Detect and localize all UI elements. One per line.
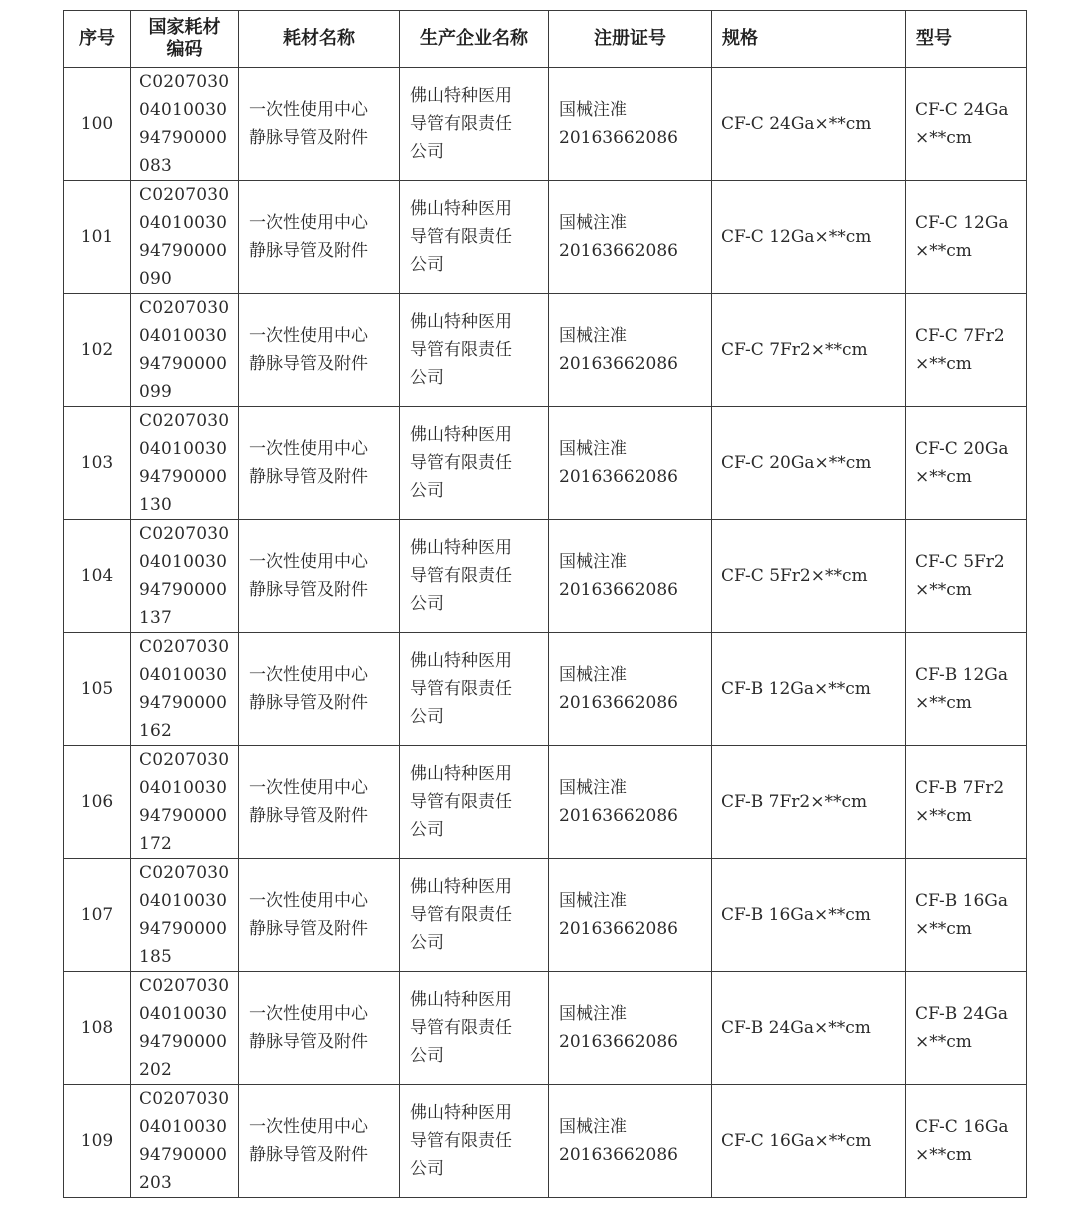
- consumable-name-line: 静脉导管及附件: [249, 128, 368, 148]
- consumable-name-line: 静脉导管及附件: [249, 919, 368, 939]
- table-row: [64, 633, 1027, 746]
- consumable-name-line: 一次性使用中心: [249, 1117, 368, 1137]
- header-index: 序号: [64, 11, 131, 68]
- consumable-name-line: 一次性使用中心: [249, 1004, 368, 1024]
- specification: CF-C 7Fr2×**cm: [712, 294, 906, 407]
- manufacturer-name-line: 公司: [410, 820, 444, 840]
- consumable-name: [239, 68, 400, 181]
- consumable-code-line: 04010030: [139, 100, 228, 120]
- specification: CF-B 16Ga×**cm: [712, 859, 906, 972]
- manufacturer-name-line: 佛山特种医用: [410, 538, 512, 558]
- model-number: [906, 520, 1027, 633]
- consumable-code-line: 090: [139, 269, 173, 289]
- consumable-name-line: 静脉导管及附件: [249, 1032, 368, 1052]
- header-name: 耗材名称: [239, 11, 400, 68]
- table-row: [64, 1085, 1027, 1198]
- manufacturer-name: [400, 520, 549, 633]
- model-number-line: CF-C 20Ga: [915, 439, 1009, 459]
- registration-number-line: 20163662086: [559, 580, 678, 600]
- registration-number: [549, 746, 712, 859]
- model-number-line: ×**cm: [915, 1145, 972, 1165]
- manufacturer-name-line: 公司: [410, 1046, 444, 1066]
- row-index: 103: [64, 407, 131, 520]
- registration-number-line: 国械注准: [559, 891, 627, 911]
- specification: CF-B 12Ga×**cm: [712, 633, 906, 746]
- model-number: [906, 181, 1027, 294]
- consumable-code: [131, 181, 239, 294]
- model-number: [906, 972, 1027, 1085]
- manufacturer-name-line: 导管有限责任: [410, 679, 512, 699]
- manufacturer-name-line: 佛山特种医用: [410, 312, 512, 332]
- table-row: [64, 746, 1027, 859]
- manufacturer-name-line: 导管有限责任: [410, 227, 512, 247]
- consumable-code-line: C0207030: [139, 863, 230, 883]
- registration-number-line: 国械注准: [559, 552, 627, 572]
- model-number-line: ×**cm: [915, 693, 972, 713]
- table-row: [64, 407, 1027, 520]
- manufacturer-name-line: 导管有限责任: [410, 1131, 512, 1151]
- row-index: 108: [64, 972, 131, 1085]
- consumable-code-line: C0207030: [139, 185, 230, 205]
- registration-number-line: 国械注准: [559, 326, 627, 346]
- consumable-name-line: 静脉导管及附件: [249, 693, 368, 713]
- consumable-code-line: 162: [139, 721, 173, 741]
- model-number-line: CF-C 24Ga: [915, 100, 1009, 120]
- header-code: [131, 11, 239, 68]
- consumable-code: [131, 294, 239, 407]
- manufacturer-name: [400, 859, 549, 972]
- manufacturer-name-line: 导管有限责任: [410, 453, 512, 473]
- table-row: [64, 181, 1027, 294]
- consumable-name-line: 静脉导管及附件: [249, 580, 368, 600]
- consumable-name-line: 一次性使用中心: [249, 213, 368, 233]
- manufacturer-name: [400, 294, 549, 407]
- consumable-code-line: 04010030: [139, 1117, 228, 1137]
- consumable-code: [131, 1085, 239, 1198]
- consumable-code-line: C0207030: [139, 1089, 230, 1109]
- consumable-name-line: 一次性使用中心: [249, 778, 368, 798]
- row-index: 106: [64, 746, 131, 859]
- consumable-name: [239, 1085, 400, 1198]
- table-row: [64, 294, 1027, 407]
- registration-number: [549, 68, 712, 181]
- model-number: [906, 746, 1027, 859]
- row-index: 102: [64, 294, 131, 407]
- manufacturer-name-line: 佛山特种医用: [410, 86, 512, 106]
- specification: CF-C 5Fr2×**cm: [712, 520, 906, 633]
- row-index: 101: [64, 181, 131, 294]
- manufacturer-name: [400, 181, 549, 294]
- consumable-name: [239, 859, 400, 972]
- consumables-table: [63, 10, 1027, 1198]
- header-spec: 规格: [712, 11, 906, 68]
- consumable-code-line: C0207030: [139, 637, 230, 657]
- manufacturer-name-line: 佛山特种医用: [410, 1103, 512, 1123]
- consumable-code-line: 083: [139, 156, 173, 176]
- header-company: 生产企业名称: [400, 11, 549, 68]
- consumable-code-line: 137: [139, 608, 173, 628]
- consumable-code-line: 04010030: [139, 326, 228, 346]
- consumable-code: [131, 633, 239, 746]
- manufacturer-name: [400, 68, 549, 181]
- registration-number-line: 20163662086: [559, 919, 678, 939]
- consumable-name-line: 静脉导管及附件: [249, 806, 368, 826]
- consumable-name-line: 一次性使用中心: [249, 891, 368, 911]
- table-row: [64, 859, 1027, 972]
- consumable-code-line: 94790000: [139, 806, 228, 826]
- manufacturer-name-line: 佛山特种医用: [410, 990, 512, 1010]
- consumable-code-line: 185: [139, 947, 173, 967]
- model-number-line: ×**cm: [915, 919, 972, 939]
- manufacturer-name-line: 佛山特种医用: [410, 425, 512, 445]
- manufacturer-name-line: 导管有限责任: [410, 1018, 512, 1038]
- registration-number: [549, 859, 712, 972]
- registration-number: [549, 181, 712, 294]
- consumable-name-line: 静脉导管及附件: [249, 467, 368, 487]
- model-number-line: ×**cm: [915, 128, 972, 148]
- registration-number-line: 20163662086: [559, 241, 678, 261]
- consumable-code-line: 94790000: [139, 1145, 228, 1165]
- specification: CF-C 16Ga×**cm: [712, 1085, 906, 1198]
- consumable-code-line: 04010030: [139, 1004, 228, 1024]
- registration-number-line: 20163662086: [559, 467, 678, 487]
- registration-number-line: 国械注准: [559, 665, 627, 685]
- consumable-code-line: 130: [139, 495, 173, 515]
- model-number-line: CF-B 12Ga: [915, 665, 1009, 685]
- header-registration: 注册证号: [549, 11, 712, 68]
- registration-number-line: 国械注准: [559, 778, 627, 798]
- registration-number-line: 国械注准: [559, 1117, 627, 1137]
- model-number-line: ×**cm: [915, 580, 972, 600]
- registration-number-line: 20163662086: [559, 128, 678, 148]
- consumable-name-line: 一次性使用中心: [249, 665, 368, 685]
- consumable-code-line: C0207030: [139, 298, 230, 318]
- specification: CF-B 7Fr2×**cm: [712, 746, 906, 859]
- model-number: [906, 294, 1027, 407]
- consumable-name: [239, 407, 400, 520]
- registration-number-line: 20163662086: [559, 693, 678, 713]
- model-number-line: ×**cm: [915, 241, 972, 261]
- consumable-name-line: 静脉导管及附件: [249, 241, 368, 261]
- specification: CF-C 20Ga×**cm: [712, 407, 906, 520]
- consumable-code: [131, 859, 239, 972]
- consumable-name-line: 一次性使用中心: [249, 439, 368, 459]
- consumable-name-line: 静脉导管及附件: [249, 1145, 368, 1165]
- consumable-name: [239, 294, 400, 407]
- manufacturer-name-line: 导管有限责任: [410, 905, 512, 925]
- consumable-code-line: 94790000: [139, 1032, 228, 1052]
- model-number-line: CF-C 12Ga: [915, 213, 1009, 233]
- manufacturer-name-line: 公司: [410, 594, 444, 614]
- registration-number-line: 20163662086: [559, 806, 678, 826]
- model-number: [906, 407, 1027, 520]
- consumable-code: [131, 520, 239, 633]
- registration-number: [549, 633, 712, 746]
- row-index: 100: [64, 68, 131, 181]
- manufacturer-name-line: 导管有限责任: [410, 566, 512, 586]
- manufacturer-name-line: 公司: [410, 142, 444, 162]
- model-number-line: CF-B 24Ga: [915, 1004, 1009, 1024]
- manufacturer-name: [400, 972, 549, 1085]
- consumable-code-line: 203: [139, 1173, 173, 1193]
- manufacturer-name: [400, 746, 549, 859]
- model-number-line: CF-C 7Fr2: [915, 326, 1005, 346]
- manufacturer-name-line: 佛山特种医用: [410, 199, 512, 219]
- consumable-code-line: C0207030: [139, 524, 230, 544]
- consumable-name: [239, 633, 400, 746]
- manufacturer-name-line: 公司: [410, 255, 444, 275]
- specification: CF-C 12Ga×**cm: [712, 181, 906, 294]
- table-row: [64, 972, 1027, 1085]
- consumable-code-line: 04010030: [139, 665, 228, 685]
- table-row: [64, 68, 1027, 181]
- consumable-code: [131, 972, 239, 1085]
- consumable-name: [239, 972, 400, 1085]
- row-index: 104: [64, 520, 131, 633]
- row-index: 109: [64, 1085, 131, 1198]
- header-code-line2: 编码: [166, 39, 203, 60]
- model-number: [906, 1085, 1027, 1198]
- specification: CF-C 24Ga×**cm: [712, 68, 906, 181]
- model-number-line: CF-B 16Ga: [915, 891, 1009, 911]
- consumable-code-line: C0207030: [139, 750, 230, 770]
- consumable-name: [239, 746, 400, 859]
- manufacturer-name-line: 公司: [410, 481, 444, 501]
- model-number-line: ×**cm: [915, 354, 972, 374]
- model-number: [906, 68, 1027, 181]
- registration-number: [549, 407, 712, 520]
- manufacturer-name-line: 佛山特种医用: [410, 764, 512, 784]
- header-code-line1: 国家耗材: [148, 17, 221, 38]
- registration-number-line: 国械注准: [559, 100, 627, 120]
- consumable-code-line: 94790000: [139, 580, 228, 600]
- model-number: [906, 859, 1027, 972]
- manufacturer-name-line: 佛山特种医用: [410, 651, 512, 671]
- manufacturer-name-line: 公司: [410, 707, 444, 727]
- manufacturer-name-line: 公司: [410, 1159, 444, 1179]
- consumable-code-line: 099: [139, 382, 173, 402]
- registration-number: [549, 972, 712, 1085]
- registration-number-line: 国械注准: [559, 1004, 627, 1024]
- registration-number-line: 国械注准: [559, 439, 627, 459]
- manufacturer-name-line: 佛山特种医用: [410, 877, 512, 897]
- specification: CF-B 24Ga×**cm: [712, 972, 906, 1085]
- consumable-name-line: 一次性使用中心: [249, 326, 368, 346]
- consumable-name-line: 一次性使用中心: [249, 100, 368, 120]
- registration-number: [549, 520, 712, 633]
- model-number: [906, 633, 1027, 746]
- registration-number: [549, 294, 712, 407]
- table-body: [64, 68, 1027, 1198]
- row-index: 107: [64, 859, 131, 972]
- consumable-name-line: 静脉导管及附件: [249, 354, 368, 374]
- model-number-line: CF-B 7Fr2: [915, 778, 1005, 798]
- consumable-code-line: 202: [139, 1060, 173, 1080]
- table-row: [64, 520, 1027, 633]
- consumable-code-line: 04010030: [139, 439, 228, 459]
- model-number-line: CF-C 5Fr2: [915, 552, 1005, 572]
- model-number-line: CF-C 16Ga: [915, 1117, 1009, 1137]
- model-number-line: ×**cm: [915, 467, 972, 487]
- consumable-name: [239, 181, 400, 294]
- manufacturer-name: [400, 633, 549, 746]
- registration-number-line: 20163662086: [559, 1032, 678, 1052]
- manufacturer-name-line: 导管有限责任: [410, 114, 512, 134]
- model-number-line: ×**cm: [915, 1032, 972, 1052]
- manufacturer-name: [400, 1085, 549, 1198]
- manufacturer-name-line: 公司: [410, 933, 444, 953]
- consumable-code: [131, 746, 239, 859]
- header-model: 型号: [906, 11, 1027, 68]
- consumable-code-line: 94790000: [139, 693, 228, 713]
- manufacturer-name-line: 公司: [410, 368, 444, 388]
- consumable-code-line: 94790000: [139, 241, 228, 261]
- registration-number-line: 20163662086: [559, 1145, 678, 1165]
- consumable-name: [239, 520, 400, 633]
- registration-number-line: 20163662086: [559, 354, 678, 374]
- consumable-code-line: 94790000: [139, 128, 228, 148]
- registration-number-line: 国械注准: [559, 213, 627, 233]
- consumable-code-line: C0207030: [139, 72, 230, 92]
- table-header: [64, 11, 1027, 68]
- consumable-code-line: 94790000: [139, 354, 228, 374]
- consumable-code-line: 94790000: [139, 919, 228, 939]
- consumable-code-line: C0207030: [139, 976, 230, 996]
- consumable-code-line: 172: [139, 834, 173, 854]
- consumable-name-line: 一次性使用中心: [249, 552, 368, 572]
- model-number-line: ×**cm: [915, 806, 972, 826]
- consumable-code-line: 04010030: [139, 891, 228, 911]
- consumable-code: [131, 407, 239, 520]
- row-index: 105: [64, 633, 131, 746]
- manufacturer-name-line: 导管有限责任: [410, 792, 512, 812]
- header-row: [64, 11, 1027, 68]
- manufacturer-name: [400, 407, 549, 520]
- consumable-code-line: C0207030: [139, 411, 230, 431]
- consumable-code-line: 04010030: [139, 213, 228, 233]
- consumable-code-line: 94790000: [139, 467, 228, 487]
- consumable-code-line: 04010030: [139, 552, 228, 572]
- manufacturer-name-line: 导管有限责任: [410, 340, 512, 360]
- consumable-code-line: 04010030: [139, 778, 228, 798]
- registration-number: [549, 1085, 712, 1198]
- consumable-code: [131, 68, 239, 181]
